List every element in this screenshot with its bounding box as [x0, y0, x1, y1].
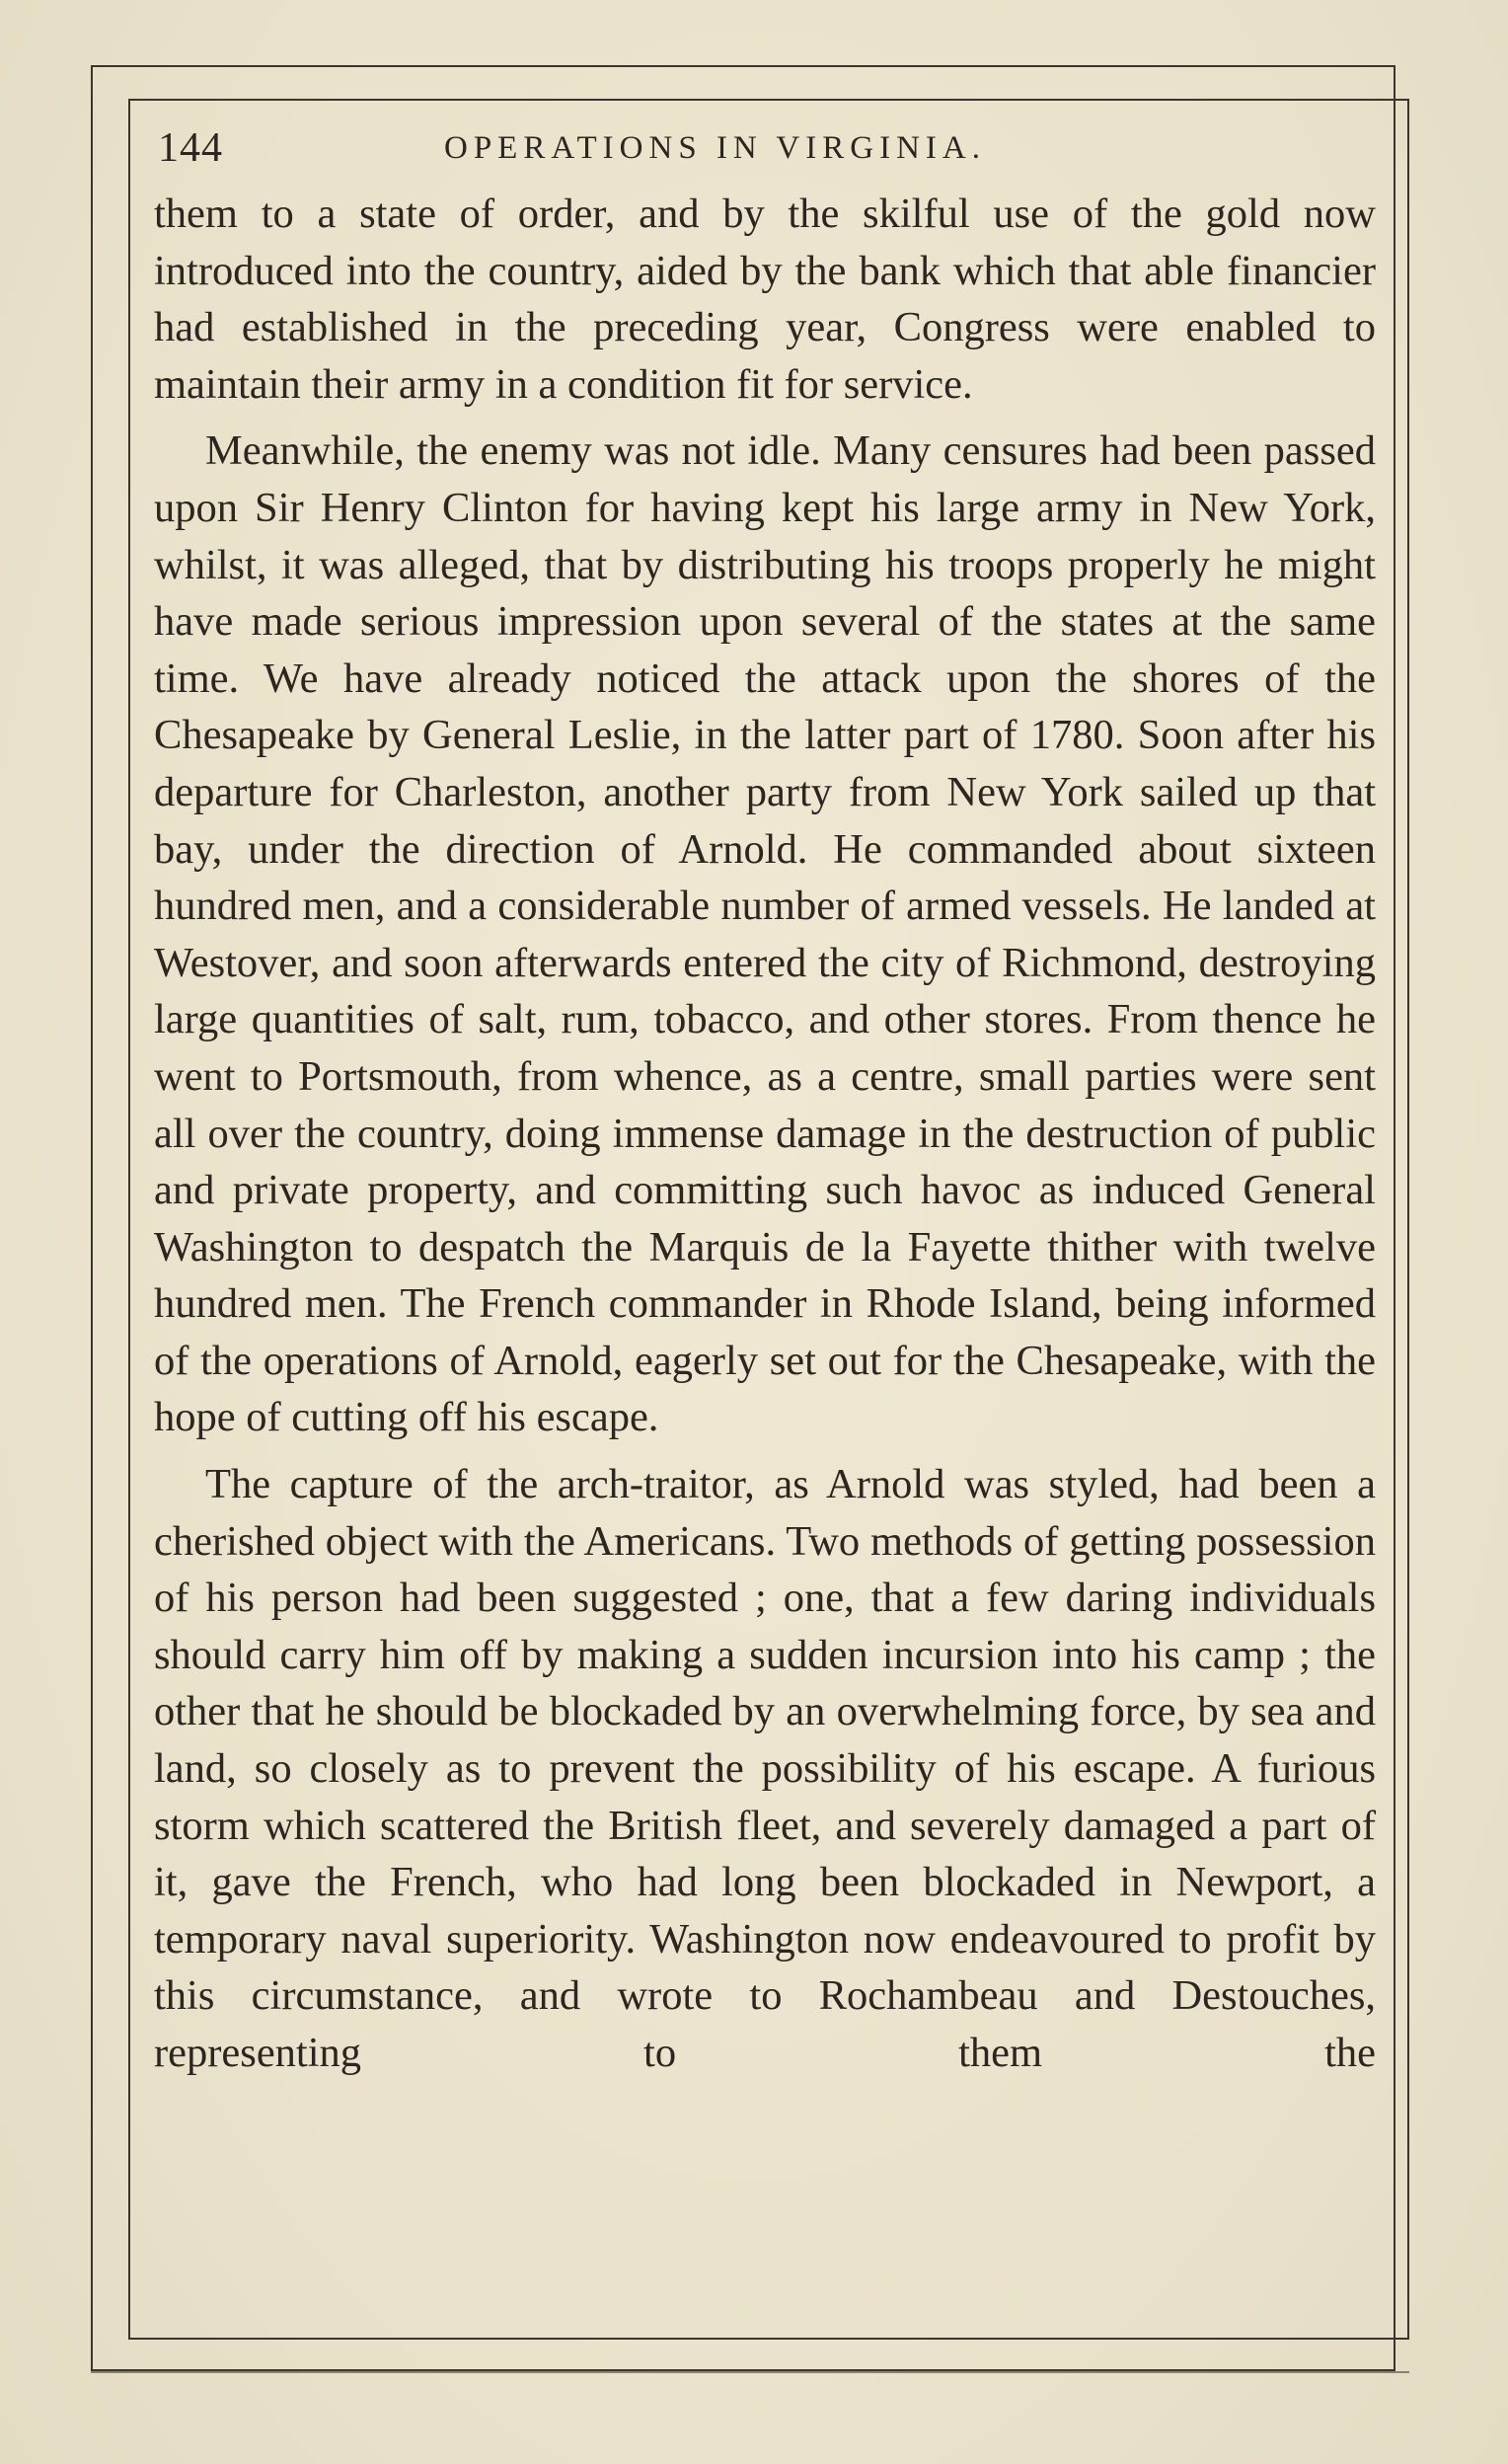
paragraph: Meanwhile, the enemy was not idle. Many censures had been passed upon Sir Henry Clinton for having kept his large army in New York, whilst, it was alleged, that by distributing his troops properly he might have made serious impression upon several of the states at the same time. We have already noticed the attack upon the shores of the Chesapeake by General Leslie, in the latter part of 1780. Soon after his departure for Charleston, another party from New York sailed up that bay, under the direction of Arnold. He commanded about sixteen hundred men, and a considerable number of armed vessels. He landed at Westover, and soon afterwards entered the city of Richmond, destroying large quantities of salt, rum, tobacco, and other stores. From thence he went to Portsmouth, from whence, as a centre, small parties were sent all over the country, doing immense damage in the destruction of public and private property, and committing such havoc as induced General Washington to despatch the Marquis de la Fayette thither with twelve hundred men. The French commander in Rhode Island, being informed of the operations of Arnold, eagerly set out for the Chesapeake, with the hope of cutting off his escape.: [154, 427, 1376, 1441]
running-head: OPERATIONS IN VIRGINIA.: [444, 130, 986, 166]
paragraph: The capture of the arch-traitor, as Arnold was styled, had been a cherished object with the Americans. Two methods of getting possession of his person had been suggested ; one, that a few daring individuals should carry him off by making a sudden incursion into his camp ; the other that he should be blockaded by an overwhelming force, by sea and land, so closely as to prevent the possibility of his escape. A furious storm which scattered the British fleet, and severely damaged a part of it, gave the French, who had long been blockaded in Newport, a temporary naval superiority. Washington now endeavoured to profit by this circumstance, and wrote to Rochambeau and Destouches, representing to them the: [154, 1461, 1376, 2076]
page-header: [158, 116, 1382, 180]
body-text: [154, 186, 1376, 2082]
page-border-rule: [91, 2371, 1409, 2373]
paragraph: them to a state of order, and by the skilful use of the gold now introduced into the country, aided by the bank which that able financier had established in the preceding year, Congress were enabled to maintain their army in a condition fit for service.: [154, 191, 1376, 408]
page-number: 144: [158, 125, 223, 171]
